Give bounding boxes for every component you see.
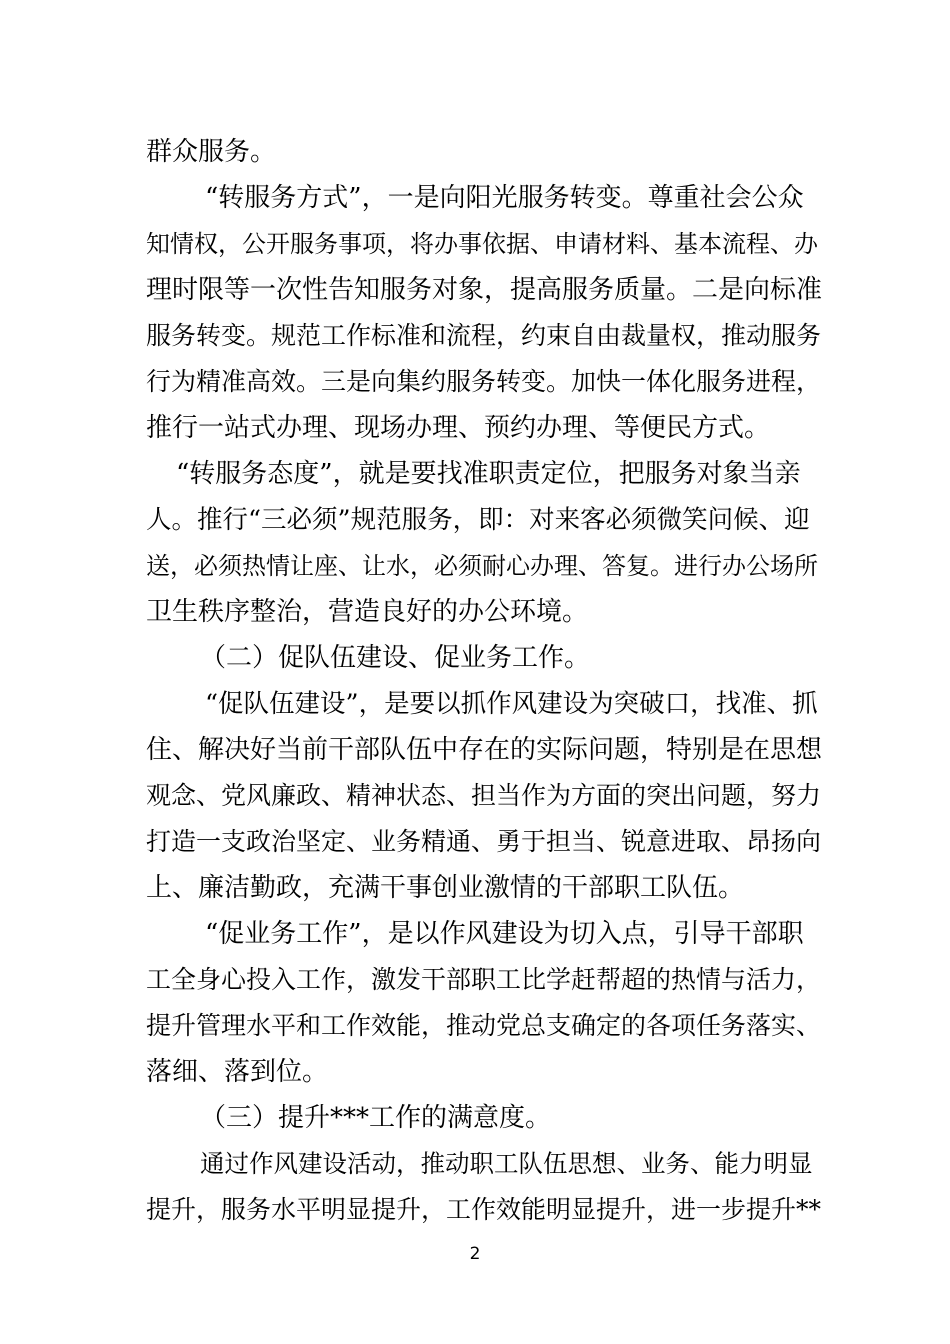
page-number: 2 [469, 1244, 481, 1264]
text-line: 理时限等一次性告知服务对象，提高服务质量。二是向标准 [146, 275, 823, 305]
text-line: “转服务态度”，就是要找准职责定位，把服务对象当亲 [176, 459, 801, 489]
text-line: 提升，服务水平明显提升，工作效能明显提升，进一步提升** [146, 1195, 822, 1224]
text-line: 通过作风建设活动，推动职工队伍思想、业务、能力明显 [200, 1149, 813, 1178]
text-line: “促业务工作”，是以作风建设为切入点，引导干部职 [205, 919, 804, 949]
text-line: 推行一站式办理、现场办理、预约办理、等便民方式。 [146, 413, 771, 443]
text-line: 行为精准高效。三是向集约服务转变。加快一体化服务进程， [146, 367, 822, 396]
section-heading: （三）提升***工作的满意度。 [200, 1103, 552, 1133]
text-line: 住、解决好当前干部队伍中存在的实际问题，特别是在思想 [146, 735, 823, 765]
text-line: 工全身心投入工作，激发干部职工比学赶帮超的热情与活力， [146, 965, 822, 994]
text-line: 服务转变。规范工作标准和流程，约束自由裁量权，推动服务 [146, 321, 822, 350]
text-line: 知情权，公开服务事项，将办事依据、申请材料、基本流程、办 [146, 230, 818, 258]
text-line: 卫生秩序整治，营造良好的办公环境。 [146, 597, 589, 627]
text-line: 落细、落到位。 [146, 1057, 329, 1087]
text-line: “促队伍建设”，是要以抓作风建设为突破口，找准、抓 [205, 689, 818, 719]
text-line: 上、廉洁勤政，充满干事创业激情的干部职工队伍。 [146, 873, 745, 903]
text-line: 提升管理水平和工作效能，推动党总支确定的各项任务落实、 [146, 1011, 822, 1040]
section-heading: （二）促队伍建设、促业务工作。 [200, 643, 591, 673]
text-line: 观念、党风廉政、精神状态、担当作为方面的突出问题，努力 [146, 781, 822, 810]
text-line: 人。推行“三必须”规范服务，即：对来客必须微笑问候、迎 [146, 505, 810, 535]
text-line: 群众服务。 [146, 137, 277, 167]
text-line: 打造一支政治坚定、业务精通、勇于担当、锐意进取、昂扬向 [146, 827, 822, 856]
text-line: “转服务方式”，一是向阳光服务转变。尊重社会公众 [205, 183, 804, 213]
text-line: 送，必须热情让座、让水，必须耐心办理、答复。进行办公场所 [146, 552, 818, 580]
